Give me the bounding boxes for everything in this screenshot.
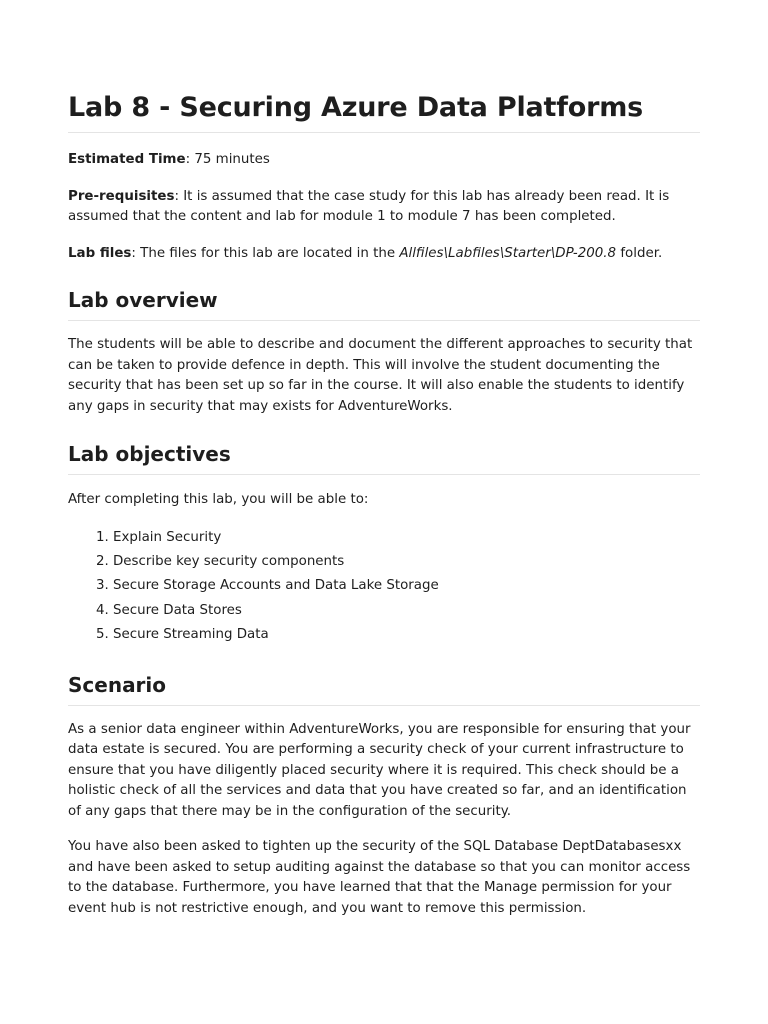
lab-objectives-heading: Lab objectives: [68, 439, 700, 475]
list-item: 1. Explain Security: [113, 526, 700, 550]
scenario-heading: Scenario: [68, 670, 700, 706]
scenario-paragraph-1: As a senior data engineer within AdventureWorks, you are responsible for ensuring that your data estate is secured. You are performing a security check of your current infrastructure to ensure that you have diligently placed security where it is required. This check should be a holistic check of all the services and data that you have created so far, and an identification of any gaps that there may be in the configuration of the security.: [68, 721, 691, 819]
lab-files-label: Lab files: [68, 245, 132, 261]
prerequisites-value: : It is assumed that the case study for this lab has already been read. It is assumed that the content and lab for module 1 to module 7 has been completed.: [68, 188, 670, 224]
lab-overview-text: The students will be able to describe and document the different approaches to security that can be taken to provide defence in depth. This will involve the student documenting the security that has been set up so far in the course. It will also enable the students to identify any gaps in security that may exists for AdventureWorks.: [68, 337, 693, 414]
estimated-time-label: Estimated Time: [68, 152, 186, 167]
lab-overview-heading: Lab overview: [68, 285, 700, 321]
list-item: 3. Secure Storage Accounts and Data Lake Storage: [113, 574, 700, 598]
list-item: 4. Secure Data Stores: [113, 599, 700, 623]
prerequisites: [68, 187, 700, 228]
prerequisites-label: Pre-requisites: [68, 188, 175, 204]
lab-files-text-after: folder.: [616, 245, 663, 261]
estimated-time-value: : 75 minutes: [185, 152, 270, 167]
list-item: 5. Secure Streaming Data: [113, 623, 700, 647]
lab-objectives-intro: After completing this lab, you will be able to:: [68, 492, 369, 507]
scenario-paragraph-2: You have also been asked to tighten up the security of the SQL Database DeptDatabasesxx and have been asked to setup auditing against the database so that you can monitor access to the database. Furthermore, you have learned that that the Manage permission for your event hub is not restrictive enough, and you want to remove this permission.: [68, 839, 691, 916]
list-item: 2. Describe key security components: [113, 550, 700, 574]
lab-files-text-before: : The files for this lab are located in the: [131, 245, 400, 261]
objectives-list: [68, 526, 700, 648]
estimated-time: [68, 150, 700, 171]
page-title: Lab 8 - Securing Azure Data Platforms: [68, 88, 700, 133]
lab-files-path: Allfiles\Labfiles\Starter\DP-200.8: [399, 245, 617, 261]
lab-files: [68, 244, 700, 265]
